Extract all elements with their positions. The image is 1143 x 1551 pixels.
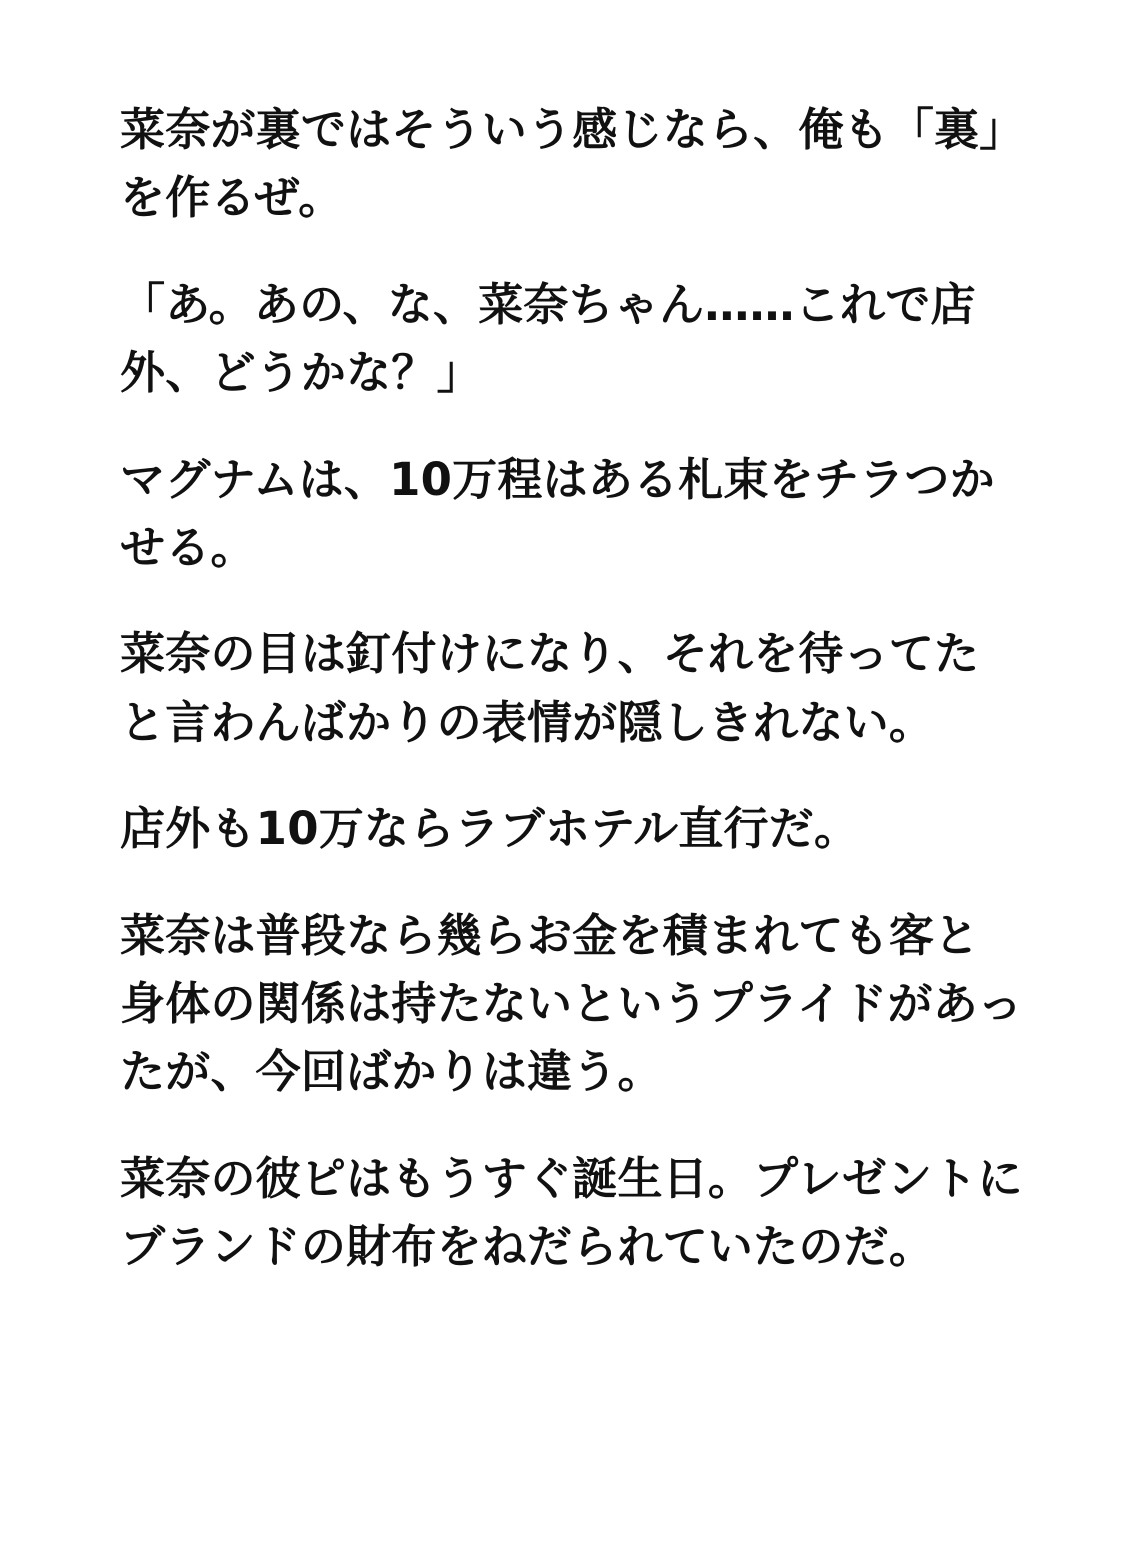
paragraph: マグナムは、10万程はある札束をチラつかせる。 <box>120 452 995 574</box>
paragraph: 菜奈の彼ピはもうすぐ誕生日。プレゼントにブランドの財布をねだられていたのだ。 <box>120 1151 1023 1274</box>
paragraph: 菜奈が裏ではそういう感じなら、俺も「裏」を作るぜ。 <box>120 103 1003 225</box>
paragraph: 店外も10万ならラブホテル直行だ。 <box>120 802 860 856</box>
paragraph: 菜奈の目は釘付けになり、それを待ってたと言わんばかりの表情が隠しきれない。 <box>120 627 980 749</box>
paragraph: 「あ。あの、な、菜奈ちゃん……これで店外、どうかな？」 <box>120 277 976 400</box>
paragraph: 菜奈は普段なら幾らお金を積まれても客と身体の関係は持たないというプライドがあったが、今回ばかりは違う。 <box>120 908 1023 1099</box>
document-body <box>120 96 1023 1281</box>
